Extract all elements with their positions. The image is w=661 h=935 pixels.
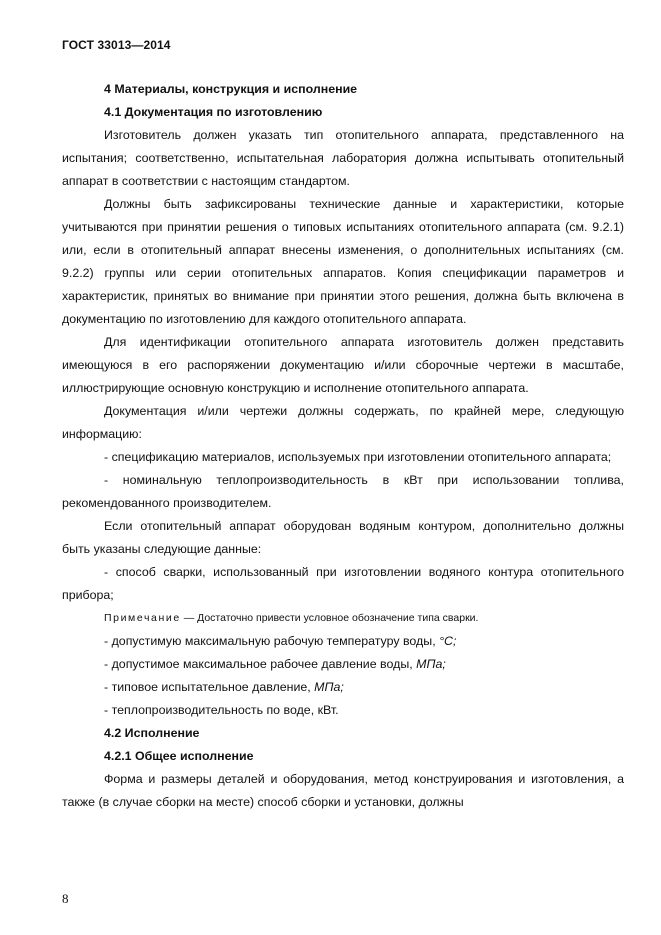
section-heading: 4 Материалы, конструкция и исполнение <box>104 82 358 96</box>
list-item-text: - допустимую максимальную рабочую температуру воды, <box>104 634 440 648</box>
unit: МПа; <box>416 657 446 671</box>
document-header: ГОСТ 33013—2014 <box>62 38 171 52</box>
list-item <box>62 630 624 653</box>
note-label: Примечание <box>104 612 181 624</box>
subsection-heading: 4.2 Исполнение <box>104 726 200 740</box>
paragraph: Должны быть зафиксированы технические данные и характеристики, которые учитываются при принятии решения о типовых испытаниях отопительного аппарата (см. 9.2.1) или, если в отопительный аппарат внесены изменения, о дополнительных испытаниях (см. 9.2.2) группы или серии отопительных аппаратов. Копия спецификации параметров и характеристик, принятых во внимание при принятии этого решения, должна быть включена в документацию по изготовлению для каждого отопительного аппарата. <box>62 197 624 326</box>
list-item: - теплопроизводительность по воде, кВт. <box>104 703 339 717</box>
paragraph: Изготовитель должен указать тип отопительного аппарата, представленного на испытания; соответственно, испытательная лаборатория должна испытывать отопительный аппарат в соответствии с настоящим стандартом. <box>62 128 624 188</box>
paragraph: Форма и размеры деталей и оборудования, метод конструирования и изготовления, а также (в случае сборки на месте) способ сборки и установки, должны <box>62 772 624 809</box>
paragraph: Если отопительный аппарат оборудован водяным контуром, дополнительно должны быть указаны следующие данные: <box>62 519 624 556</box>
subsection-heading: 4.2.1 Общее исполнение <box>104 749 254 763</box>
list-item <box>62 676 624 699</box>
list-item <box>62 653 624 676</box>
subsection-heading: 4.1 Документация по изготовлению <box>104 105 323 119</box>
note <box>62 607 624 630</box>
page-number: 8 <box>62 891 69 906</box>
unit: МПа; <box>314 680 344 694</box>
document-body <box>62 78 624 814</box>
paragraph: Документация и/или чертежи должны содержать, по крайней мере, следующую информацию: <box>62 404 624 441</box>
list-item: - способ сварки, использованный при изготовлении водяного контура отопительного прибора; <box>62 565 624 602</box>
paragraph: Для идентификации отопительного аппарата изготовитель должен представить имеющуюся в его распоряжении документацию и/или сборочные чертежи в масштабе, иллюстрирующие основную конструкцию и исполнение отопительного аппарата. <box>62 335 624 395</box>
list-item-text: - допустимое максимальное рабочее давление воды, <box>104 657 417 671</box>
list-item: - спецификацию материалов, используемых при изготовлении отопительного аппарата; <box>104 450 612 464</box>
unit: °С; <box>439 634 457 648</box>
list-item: - номинальную теплопроизводительность в кВт при использовании топлива, рекомендованного производителем. <box>62 473 624 510</box>
list-item-text: - типовое испытательное давление, <box>104 680 315 694</box>
note-text: — Достаточно привести условное обозначение типа сварки. <box>180 612 479 624</box>
